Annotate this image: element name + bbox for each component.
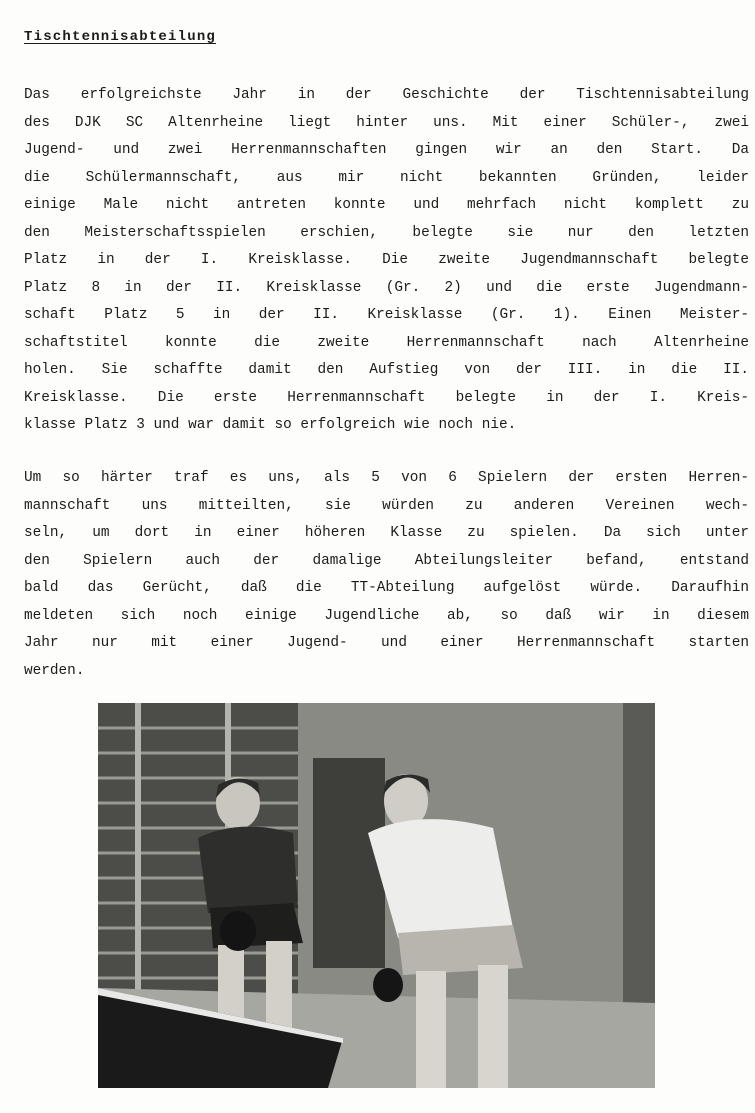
photo-illustration xyxy=(98,703,655,1088)
text-line: Jugend- und zwei Herrenmannschaften gingen wir an den Start. Da xyxy=(24,142,749,158)
text-line: Um so härter traf es uns, als 5 von 6 Spielern der ersten Herren- xyxy=(24,470,749,486)
text-line: Jahr nur mit einer Jugend- und einer Herrenmannschaft starten xyxy=(24,635,749,651)
text-line: des DJK SC Altenrheine liegt hinter uns. Mit einer Schüler-, zwei xyxy=(24,114,749,131)
text-line: meldeten sich noch einige Jugendliche ab, so daß wir in diesem xyxy=(24,607,749,624)
section-heading: Tischtennisabteilung xyxy=(24,29,217,45)
text-line: Das erfolgreichste Jahr in der Geschichte der Tischtennisabteilung xyxy=(24,87,749,103)
text-line: Platz 8 in der II. Kreisklasse (Gr. 2) und die erste Jugendmann- xyxy=(24,279,749,296)
text-line: holen. Sie schaffte damit den Aufstieg von der III. in die II. xyxy=(24,362,749,378)
text-line: schaft Platz 5 in der II. Kreisklasse (Gr. 1). Einen Meister- xyxy=(24,307,749,323)
text-line: Kreisklasse. Die erste Herrenmannschaft belegte in der I. Kreis- xyxy=(24,389,749,406)
table-tennis-photo xyxy=(98,703,655,1088)
paragraph-season-results xyxy=(24,82,749,440)
text-line: einige Male nicht antreten konnte und mehrfach nicht komplett zu xyxy=(24,197,749,213)
text-line: werden. xyxy=(24,662,85,679)
text-line: Platz in der I. Kreisklasse. Die zweite Jugendmannschaft belegte xyxy=(24,252,749,268)
text-line: den Meisterschaftsspielen erschien, belegte sie nur den letzten xyxy=(24,224,749,241)
text-line: schaftstitel konnte die zweite Herrenmannschaft nach Altenrheine xyxy=(24,334,749,351)
text-line: klasse Platz 3 und war damit so erfolgreich wie noch nie. xyxy=(24,417,517,433)
text-line: seln, um dort in einer höheren Klasse zu spielen. Da sich unter xyxy=(24,525,749,541)
text-line: die Schülermannschaft, aus mir nicht bekannten Gründen, leider xyxy=(24,169,749,186)
text-line: bald das Gerücht, daß die TT-Abteilung aufgelöst würde. Daraufhin xyxy=(24,580,749,596)
text-line: mannschaft uns mitteilten, sie würden zu anderen Vereinen wech- xyxy=(24,497,749,514)
paragraph-player-departures xyxy=(24,465,749,685)
text-line: den Spielern auch der damalige Abteilungsleiter befand, entstand xyxy=(24,552,749,569)
